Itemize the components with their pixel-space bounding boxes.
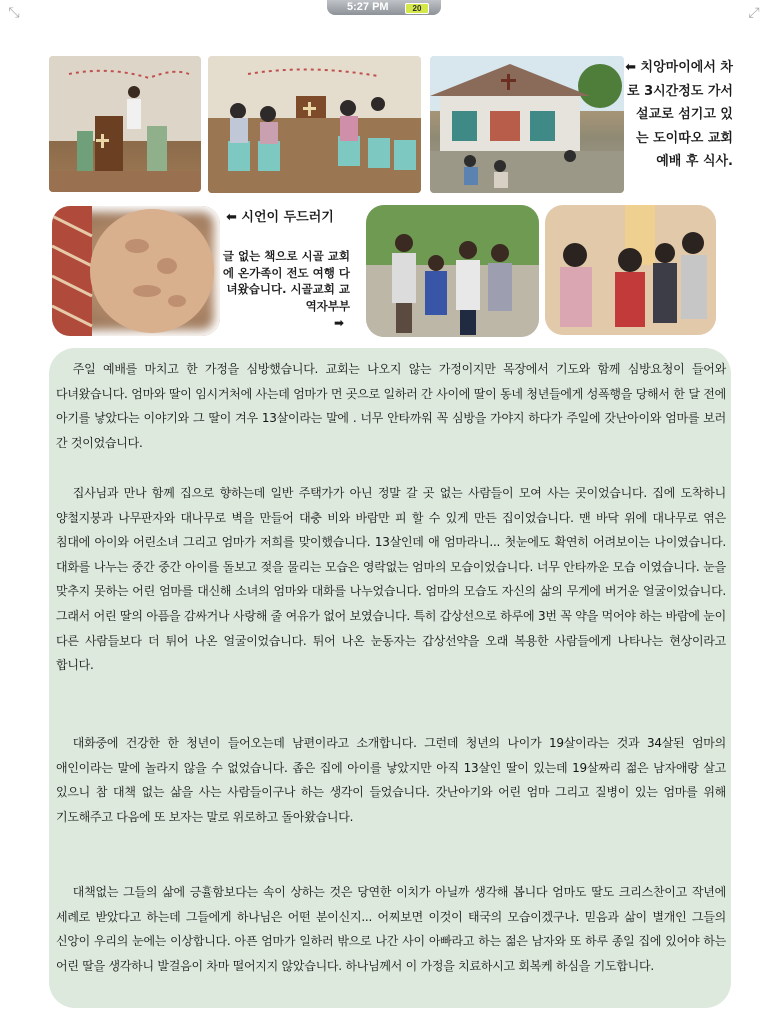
status-time: 5:27 PM	[347, 1, 389, 13]
rash-skin-photo	[52, 206, 220, 336]
article-paragraph-1: 주일 예배를 마치고 한 가정을 심방했습니다. 교회는 나오지 않는 가정이지만 목장에서 기도와 함께 심방요청이 들어와 다녀왔습니다. 엄마와 딸이 임시거처에 사는데 엄마가 먼 곳으로 일하러 간 사이에 딸이 동네 청년들에게 성폭행을 당해서 한 달 전에 아기를 낳았다는 이야기와 그 딸이 겨우 13살이라는 말에 . 너무 안타까워 꼭 심방을 가야지 하다가 주일에 갓난아이와 엄마를 보러 간 것이었습니다.	[56, 362, 726, 450]
right-arrow-icon: ➡	[334, 316, 345, 330]
expand-icon[interactable]: ⤢	[748, 5, 760, 21]
trip-caption: 글 없는 책으로 시골 교회에 온가족이 전도 여행 다녀왔습니다. 시골교회 교역자부부	[222, 249, 350, 313]
shrink-icon[interactable]: ⤡	[8, 5, 20, 21]
church-congregation-photo	[208, 56, 421, 193]
family-ministry-photo	[545, 205, 716, 335]
article-paragraph-3: 대화중에 건강한 한 청년이 들어오는데 남편이라고 소개합니다. 그런데 청년의 나이가 19살이라는 것과 34살된 엄마의 애인이라는 말에 놀라지 않을 수 없었습니다. 좁은 집에 아이를 낳았지만 아직 13살인 딸이 있는데 19살짜리 젊은 남자애랑 살고 있으니 참 대책 없는 삶을 사는 사람들이구나 하는 생각이 들었습니다. 갓난아기와 어린 엄마 그리고 질병이 있는 엄마를 위해 기도해주고 다음에 또 보자는 말로 위로하고 돌아왔습니다.	[56, 736, 726, 824]
church-building-photo	[430, 56, 624, 193]
top-photo-caption: ⬅ 치앙마이에서 차로 3시간정도 가서 설교로 섬기고 있는 도이따오 교회 예배 후 식사.	[625, 60, 733, 169]
church-preacher-photo	[49, 56, 201, 192]
article-paragraph-2: 집사님과 만나 함께 집으로 향하는데 일반 주택가가 아닌 정말 갈 곳 없는 사람들이 모여 사는 곳이었습니다. 집에 도착하니 양철지붕과 나무판자와 대나무로 벽을 만들어 대충 비와 바람만 피 할 수 있게 만든 집이었습니다. 맨 바닥 위에 대나무로 엮은 침대에 아이와 어린소녀 그리고 엄마가 저희를 맞이했습니다. 13살인데 애 엄마라니... 첫눈에도 확연히 어려보이는 나이였습니다. 대화를 나누는 중간 중간 아이를 돌보고 젖을 물리는 모습은 영락없는 엄마의 모습이었습니다. 너무 안타까운 모습 이였습니다. 눈을 맞추지 못하는 어린 엄마를 대신해 소녀의 엄마와 대화를 나누었습니다. 엄마의 모습도 자신의 삶의 무게에 버거운 얼굴이었습니다. 그래서 어린 딸의 아픔을 감싸거나 사랑해 줄 여유가 없어 보였습니다. 특히 갑상선으로 하루에 3번 꼭 약을 먹어야 하는 바람에 눈이 다른 사람들보다 더 튀어 나온 얼굴이었습니다. 튀어 나온 눈동자는 갑상선약을 오래 복용한 사람들에게 나타나는 현상이라고 합니다.	[56, 486, 726, 673]
article-paragraph-4: 대책없는 그들의 삶에 긍휼함보다는 속이 상하는 것은 당연한 이치가 아닐까 생각해 봅니다 엄마도 딸도 크리스찬이고 작년에 세례로 받았다고 하는데 그들에게 하나님은 어떤 분이신지... 어찌보면 이것이 태국의 모습이겠구나. 믿음과 삶이 별개인 그들의 신앙이 우리의 눈에는 이상합니다. 아픈 엄마가 일하러 밖으로 나간 사이 아빠라고 하는 젊은 남자와 또 하루 종일 집에 있어야 하는 어린 딸을 생각하니 발걸음이 차마 떨어지지 않았습니다. 하나님께서 이 가정을 치료하시고 회복케 하심을 기도합니다.	[56, 885, 726, 973]
battery-icon: 20	[405, 3, 429, 14]
pastor-couple-photo	[366, 205, 539, 337]
rash-caption-heading: ⬅ 시언이 두드러기	[226, 210, 334, 225]
status-bar	[327, 0, 441, 15]
